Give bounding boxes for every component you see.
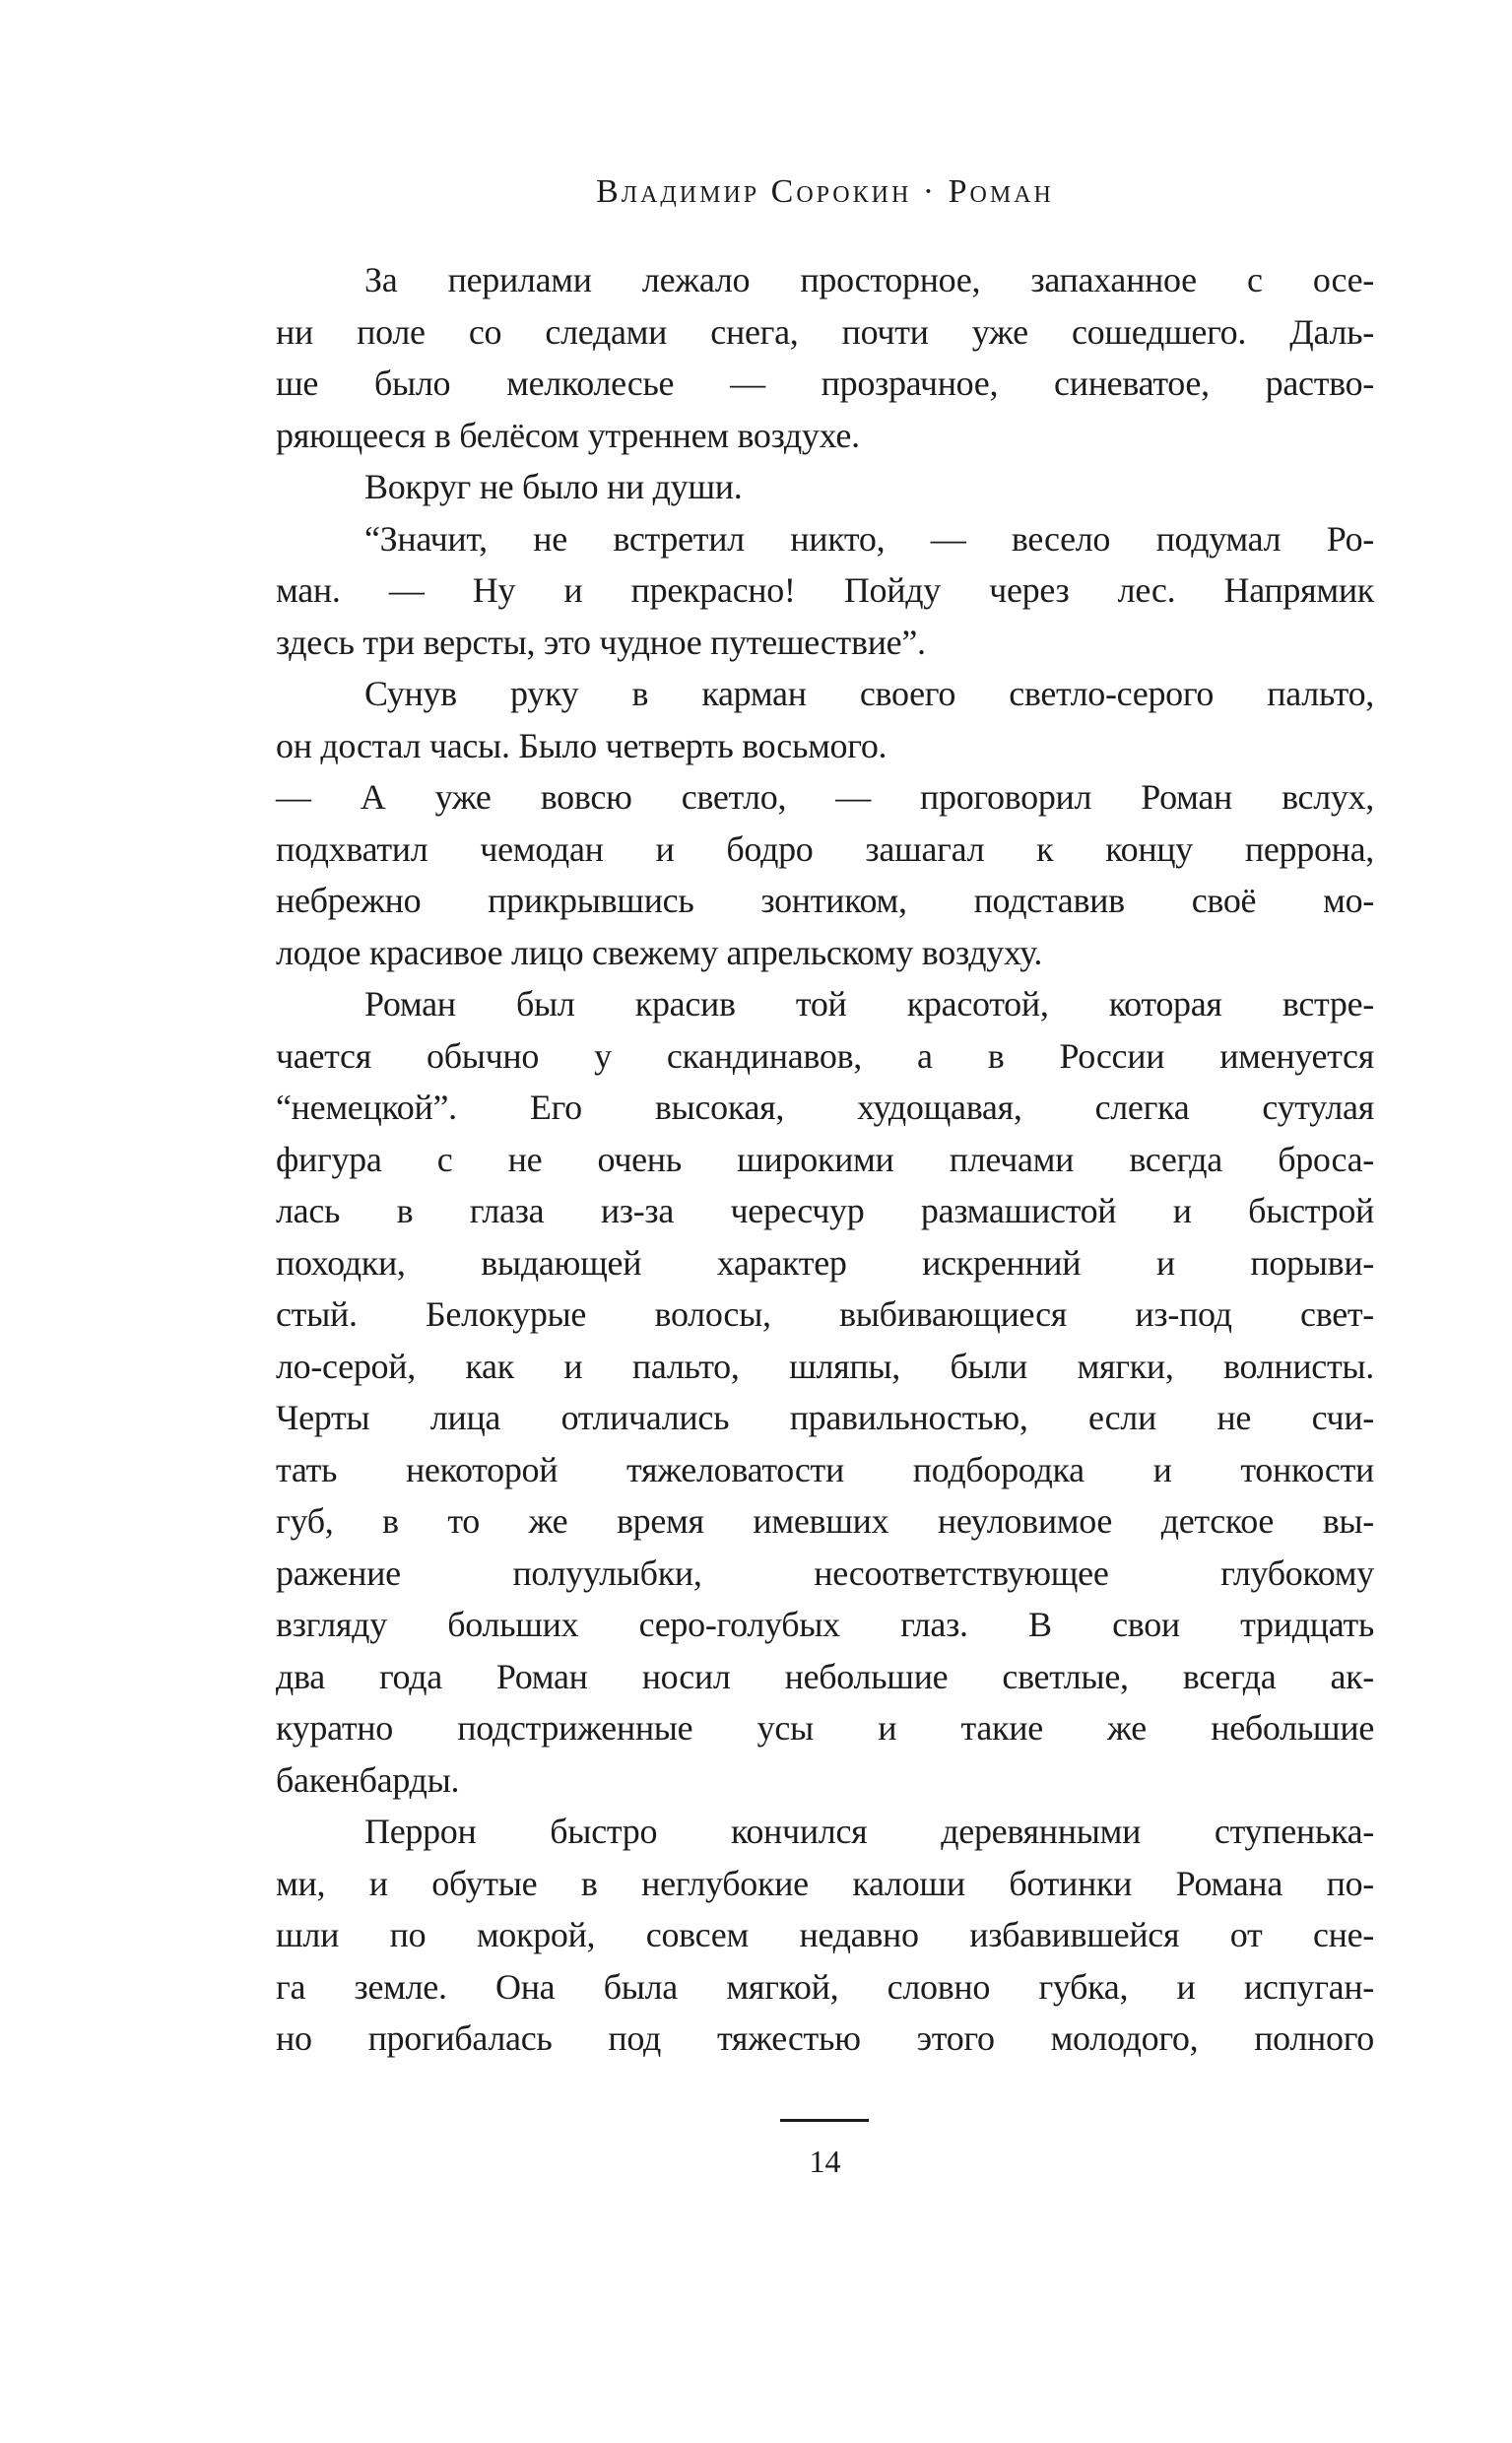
text-line: Роман был красив той красотой, которая встре-: [364, 984, 1374, 1023]
text-line: Сунув руку в карман своего светло-серого пальто,: [364, 674, 1374, 713]
text-line: ло-серой, как и пальто, шляпы, были мягки, волнисты.: [276, 1346, 1374, 1386]
text-line: “немецкой”. Его высокая, худощавая, слегка сутулая: [276, 1088, 1374, 1127]
text-line: ше было мелколесье — прозрачное, синеватое, раство-: [276, 363, 1374, 403]
text-line: “Значит, не встретил никто, — весело подумал Ро-: [364, 518, 1374, 559]
text-line: небрежно прикрывшись зонтиком, подставив своё мо-: [276, 881, 1374, 920]
text-line: За перилами лежало просторное, запаханное с осе-: [364, 260, 1374, 299]
text-line: два года Роман носил небольшие светлые, всегда ак-: [276, 1656, 1374, 1696]
text-line: фигура с не очень широкими плечами всегда броса-: [276, 1139, 1374, 1179]
text-line: подхватил чемодан и бодро зашагал к концу перрона,: [276, 828, 1374, 869]
text-line: походки, выдающей характер искренний и порыви-: [276, 1242, 1374, 1283]
text-line: ми, и обутые в неглубокие калоши ботинки Романа по-: [276, 1863, 1374, 1903]
body-text: [276, 254, 1374, 2065]
text-line: ражение полуулыбки, несоответствующее глубокому: [276, 1552, 1374, 1593]
text-line: га земле. Она была мягкой, словно губка, и испуган-: [276, 1966, 1374, 2007]
text-line: губ, в то же время имевших неуловимое детское вы-: [276, 1501, 1374, 1541]
page-number: 14: [809, 2144, 841, 2179]
text-line: куратно подстриженные усы и такие же небольшие: [276, 1708, 1374, 1748]
text-line: бакенбарды.: [276, 1759, 460, 1800]
text-line: ряющееся в белёсом утреннем воздухе.: [276, 415, 860, 455]
text-line: ни поле со следами снега, почти уже сошедшего. Даль-: [276, 311, 1374, 352]
text-line: лодое красивое лицо свежему апрельскому воздуху.: [276, 932, 1043, 972]
text-line: ман. — Ну и прекрасно! Пойду через лес. Напрямик: [276, 570, 1374, 610]
text-line: Перрон быстро кончился деревянными ступенька-: [364, 1812, 1374, 1851]
text-line: он достал часы. Было четверть восьмого.: [276, 725, 887, 765]
text-line: взгляду больших серо-голубых глаз. В свои тридцать: [276, 1605, 1374, 1644]
text-line: лась в глаза из-за чересчур размашистой и быстрой: [276, 1191, 1374, 1230]
text-line: стый. Белокурые волосы, выбивающиеся из-под свет-: [276, 1294, 1374, 1334]
text-line: Вокруг не было ни души.: [364, 467, 743, 506]
text-line: здесь три версты, это чудное путешествие”.: [276, 622, 926, 662]
text-line: чается обычно у скандинавов, а в России именуется: [276, 1035, 1374, 1076]
text-line: но прогибалась под тяжестью этого молодого, полного: [276, 2018, 1374, 2058]
text-line: тать некоторой тяжеловатости подбородка и тонкости: [276, 1449, 1374, 1489]
text-line: — А уже вовсю светло, — проговорил Роман вслух,: [276, 777, 1374, 817]
running-header: Владимир Сорокин · Роман: [596, 173, 1054, 210]
text-line: Черты лица отличались правильностью, если не счи-: [276, 1398, 1374, 1437]
text-line: шли по мокрой, совсем недавно избавившейся от сне-: [276, 1915, 1374, 1954]
footer-rule: [780, 2119, 869, 2122]
